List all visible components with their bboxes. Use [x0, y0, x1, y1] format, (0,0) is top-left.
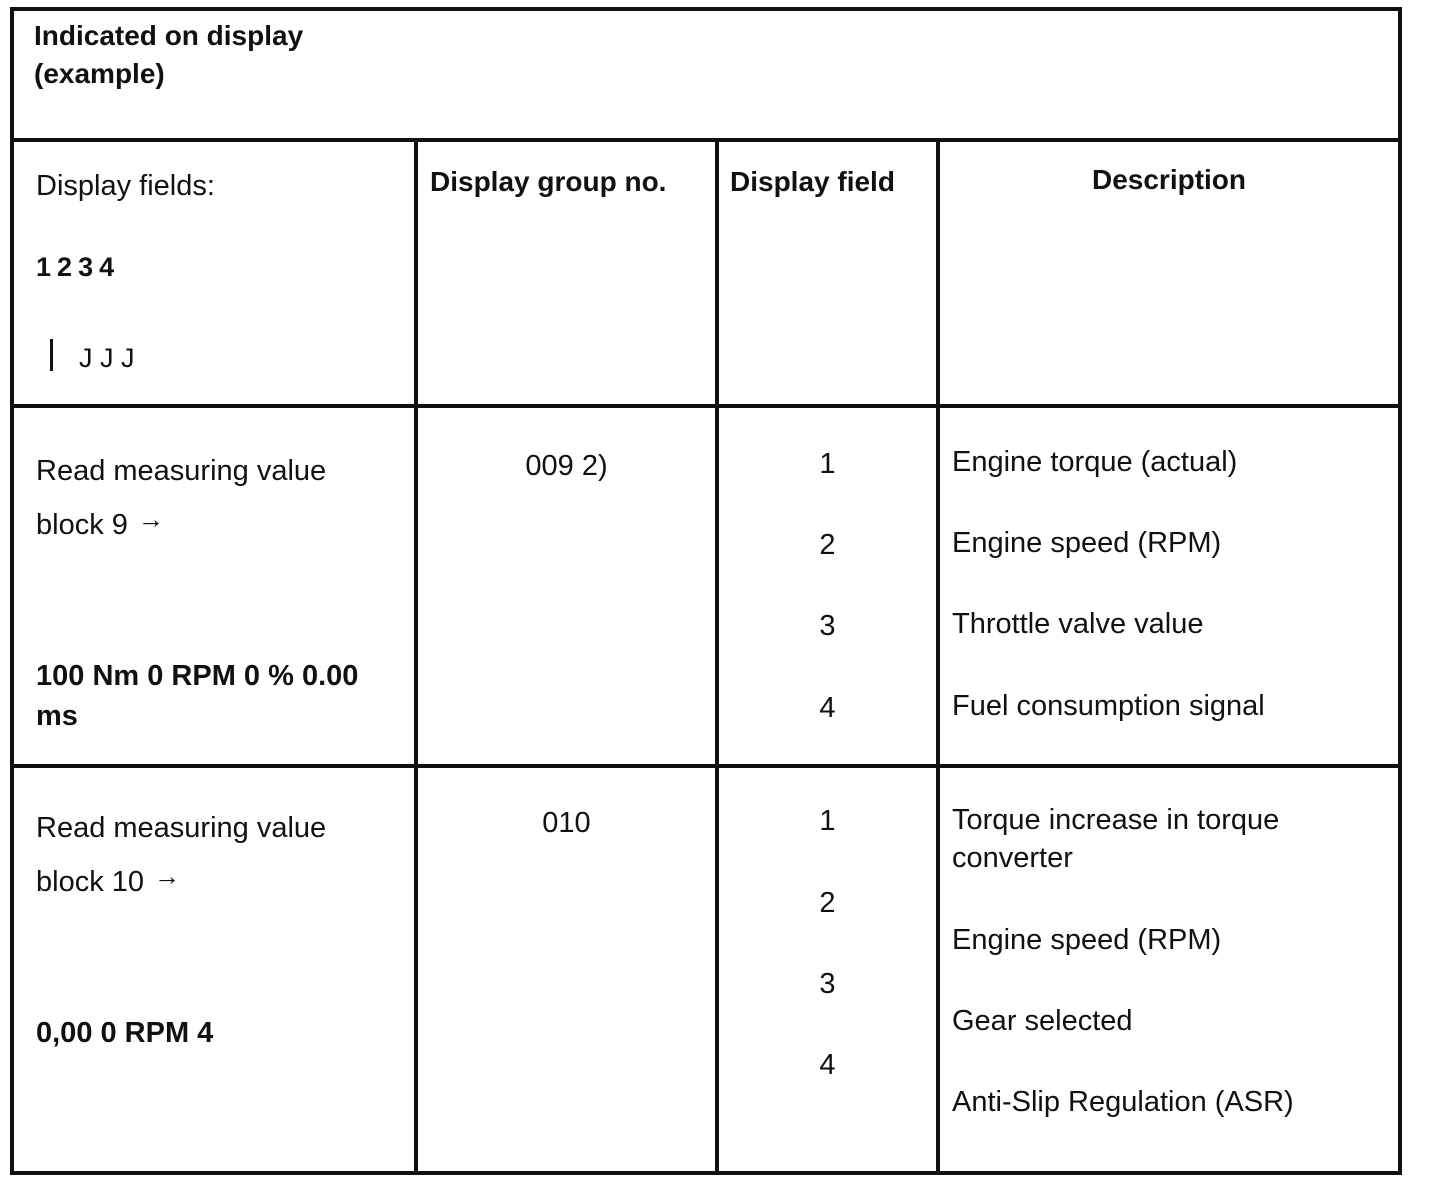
- row-label: [36, 447, 326, 549]
- row-group-no: 010: [542, 807, 591, 839]
- header-display-fields-digits: [36, 248, 120, 286]
- column-divider: [715, 142, 719, 1171]
- header-display-field: Display field: [730, 166, 895, 197]
- measuring-value-table: [10, 7, 1402, 1175]
- header-description: Description: [1091, 164, 1247, 195]
- row-description: Gear selected: [952, 1005, 1133, 1037]
- row-description: Engine speed (RPM): [952, 924, 1222, 956]
- header-display-fields-label: Display fields:: [36, 170, 215, 202]
- row-description: Fuel consumption signal: [952, 690, 1265, 722]
- column-divider: [936, 142, 940, 1171]
- row-description: Anti-Slip Regulation (ASR): [952, 1086, 1294, 1118]
- row-field-number: 3: [819, 968, 836, 1000]
- row-field-number: 1: [819, 805, 836, 837]
- row-description-line-1: Torque increase in torque: [952, 804, 1280, 836]
- row-field-number: 4: [819, 1049, 836, 1081]
- row-label-line-2: block 9 →: [36, 495, 326, 549]
- vertical-bar-mark: [50, 339, 53, 371]
- row-label-line-2: block 10 →: [36, 852, 326, 906]
- row-values-line-2: ms: [36, 700, 78, 732]
- digit: 1: [36, 252, 52, 282]
- arrow-right-icon: →: [154, 861, 181, 891]
- digit: 3: [78, 252, 94, 282]
- row-values: [36, 656, 358, 736]
- marks-text: J J J: [79, 343, 135, 373]
- row-description: [952, 801, 1279, 877]
- row-description: Engine torque (actual): [952, 446, 1238, 478]
- row-values-line-1: 100 Nm 0 RPM 0 % 0.00: [36, 660, 359, 692]
- column-divider: [414, 142, 418, 1171]
- row-label-line-1: Read measuring value: [36, 812, 327, 844]
- row-divider: [14, 764, 1398, 768]
- row-values: 0,00 0 RPM 4: [36, 1017, 214, 1049]
- header-display-fields-marks: [50, 339, 135, 377]
- row-label: [36, 804, 326, 906]
- row-field-number: 2: [819, 529, 836, 561]
- table-title-line-1: Indicated on display: [34, 20, 304, 51]
- digit: 4: [99, 252, 115, 282]
- row-field-number: 2: [819, 887, 836, 919]
- row-field-number: 1: [819, 448, 836, 480]
- digit: 2: [57, 252, 73, 282]
- row-divider: [14, 138, 1398, 142]
- row-group-no: 009 2): [525, 450, 608, 482]
- row-label-line-1: Read measuring value: [36, 455, 327, 487]
- row-field-number: 3: [819, 610, 836, 642]
- row-description-line-2: converter: [952, 842, 1073, 874]
- row-description: Engine speed (RPM): [952, 527, 1222, 559]
- row-field-number: 4: [819, 692, 836, 724]
- row-divider: [14, 404, 1398, 408]
- table-title-line-2: (example): [34, 58, 165, 89]
- arrow-right-icon: →: [137, 504, 164, 534]
- row-description: Throttle valve value: [952, 608, 1204, 640]
- header-display-group-no: Display group no.: [430, 166, 667, 197]
- table-title: [34, 17, 303, 93]
